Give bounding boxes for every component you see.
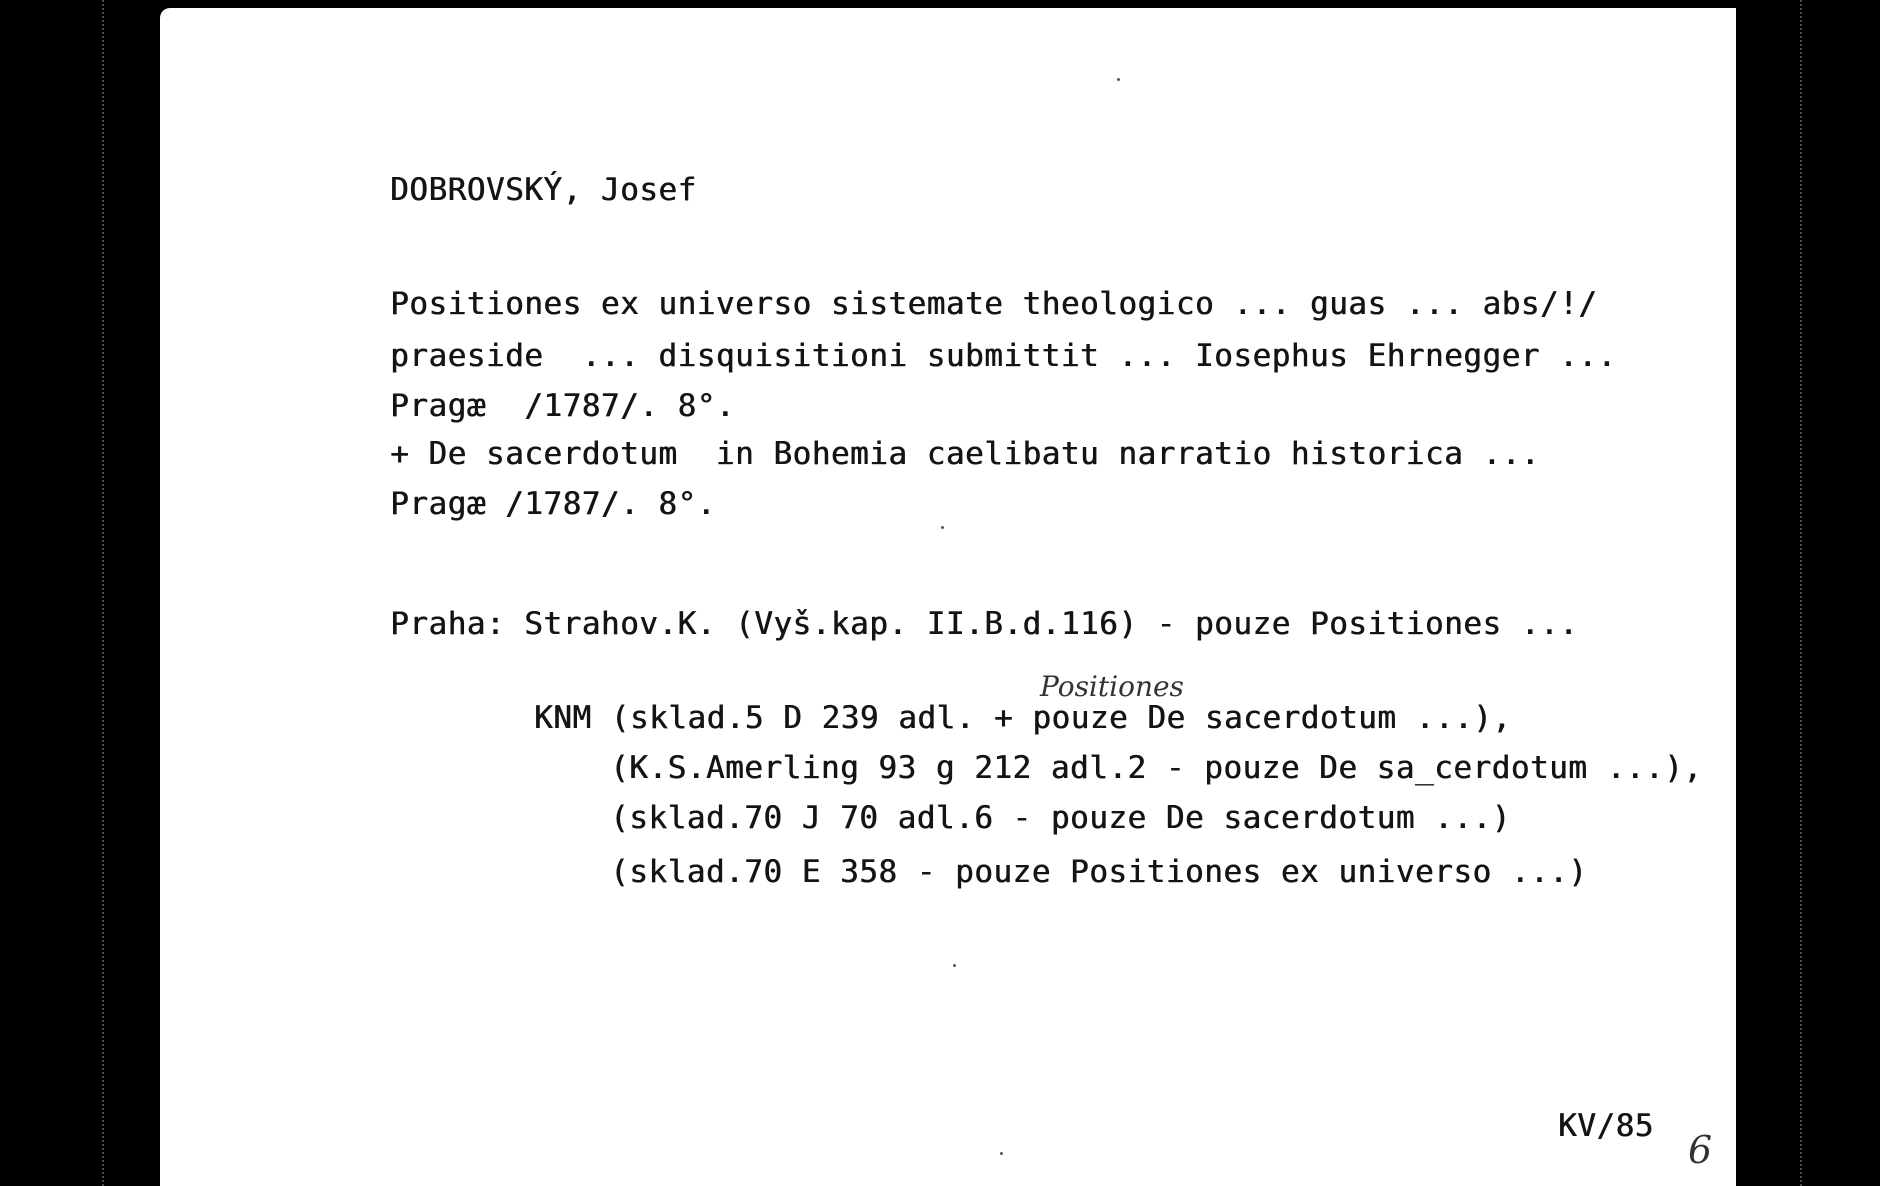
holdings-knm-3: (sklad.70 J 70 adl.6 - pouze De sacerdotum ...) xyxy=(610,800,1511,836)
dust-speck xyxy=(1117,78,1120,81)
catalog-card xyxy=(160,8,1736,1186)
handwritten-note: Positiones xyxy=(1040,670,1184,703)
title-line-1: Positiones ex universo sistemate theologico ... guas ... abs/!/ xyxy=(390,286,1598,322)
film-edge-right xyxy=(1800,0,1806,1186)
card-code: KV/85 xyxy=(1558,1108,1654,1144)
dust-speck xyxy=(941,526,944,529)
handwritten-number: 6 xyxy=(1688,1128,1713,1172)
holdings-main: Praha: Strahov.K. (Vyš.kap. II.B.d.116) - pouze Positiones ... xyxy=(390,606,1579,642)
imprint-line-1: Pragæ /1787/. 8°. xyxy=(390,388,735,424)
title-line-3: + De sacerdotum in Bohemia caelibatu narratio historica ... xyxy=(390,436,1540,472)
film-edge-left xyxy=(102,0,108,1186)
card-heading: DOBROVSKÝ, Josef xyxy=(390,172,697,208)
holdings-knm-2: (K.S.Amerling 93 g 212 adl.2 - pouze De sa_cerdotum ...), xyxy=(610,750,1703,786)
dust-speck xyxy=(953,964,956,967)
imprint-line-2: Pragæ /1787/. 8°. xyxy=(390,486,716,522)
holdings-knm-1: KNM (sklad.5 D 239 adl. + pouze De sacerdotum ...), xyxy=(534,700,1512,736)
holdings-knm-4: (sklad.70 E 358 - pouze Positiones ex universo ...) xyxy=(610,854,1588,890)
dust-speck xyxy=(1000,1152,1003,1155)
title-line-2: praeside ... disquisitioni submittit ... Iosephus Ehrnegger ... xyxy=(390,338,1617,374)
